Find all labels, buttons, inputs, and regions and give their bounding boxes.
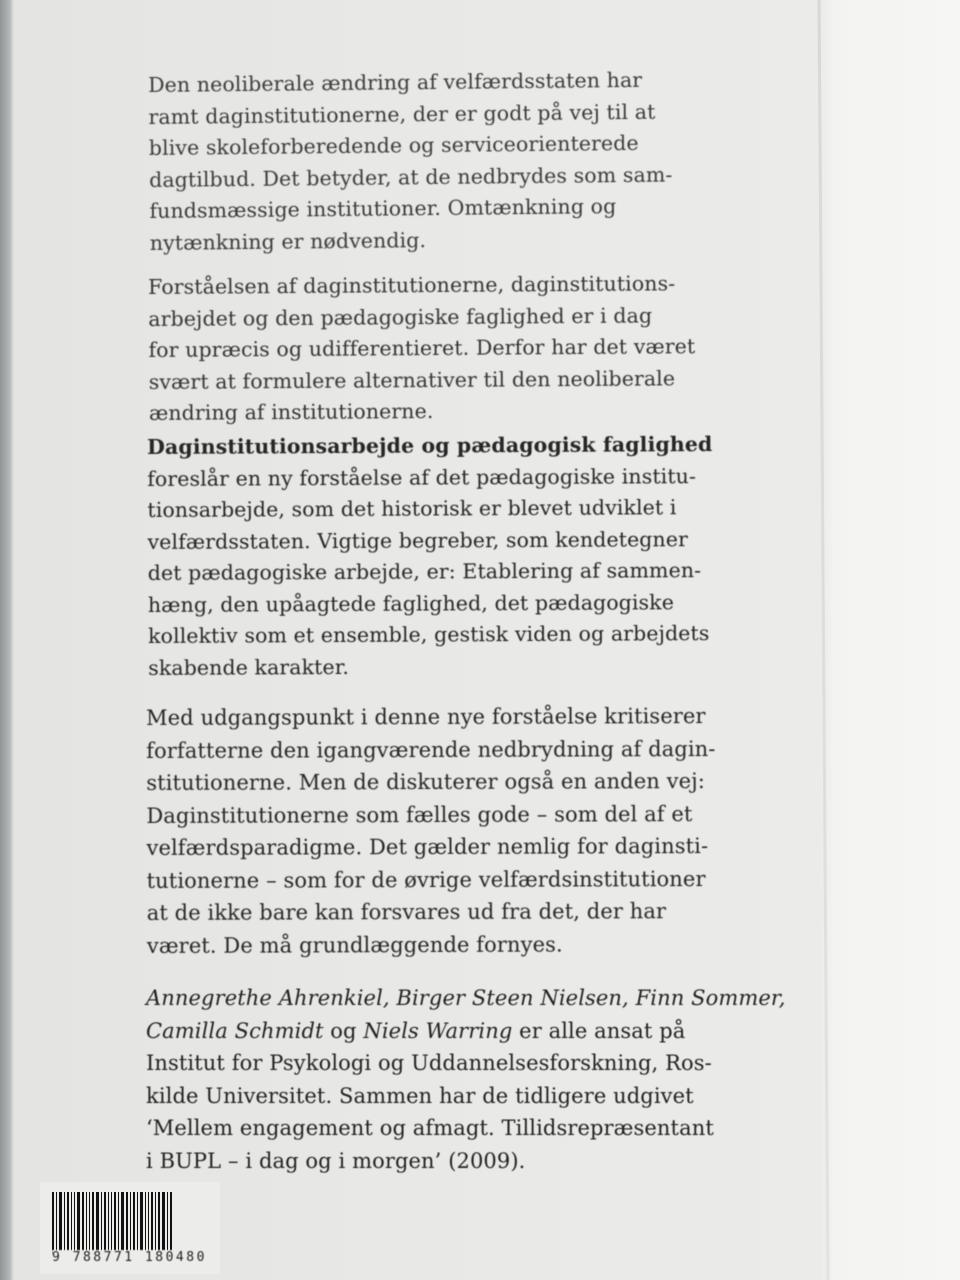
text-line: Den neoliberale ændring af velfærdsstaten har (148, 67, 643, 97)
barcode-bar (158, 1192, 160, 1254)
paragraph-critique (146, 700, 827, 962)
text-line: forfatterne den igangværende nedbrydning af dagin- (146, 736, 716, 763)
book-title: Daginstitutionsarbejde og pædagogisk faglighed (147, 432, 713, 459)
text-line: dagtilbud. Det betyder, at de nedbrydes som sam- (149, 162, 673, 192)
text-line: skabende karakter. (148, 654, 350, 680)
barcode-bar (114, 1192, 116, 1254)
barcode-bar (130, 1192, 131, 1254)
barcode-bar (74, 1192, 75, 1254)
paragraph-intro (148, 63, 830, 259)
barcode-bar (148, 1192, 149, 1254)
barcode-bar (64, 1192, 65, 1254)
author-name: Niels Warring (363, 1018, 513, 1043)
text-line: velfærdsstaten. Vigtige begreber, som kendetegner (147, 526, 688, 554)
barcode-bars (52, 1192, 207, 1254)
barcode-bar (155, 1192, 156, 1254)
text-line: for upræcis og udifferentieret. Derfor har det været (148, 334, 696, 362)
text-line: i BUPL – i dag og i morgen’ (2009). (146, 1148, 526, 1173)
text-line: ændring af institutionerne. (148, 399, 434, 425)
text-line: været. De må grundlæggende fornyes. (146, 932, 563, 958)
barcode-bar (89, 1192, 90, 1254)
barcode-bar (137, 1192, 138, 1254)
barcode-bar (96, 1192, 99, 1254)
barcode-bar (118, 1192, 119, 1254)
text-line: tutionerne – som for de øvrige velfærdsinstitutioner (146, 866, 706, 893)
barcode-bar (101, 1192, 102, 1254)
barcode-bar (92, 1192, 94, 1254)
text-line: stitutionerne. Men de diskuterer også en anden vej: (146, 769, 706, 795)
barcode-bar (162, 1192, 165, 1254)
text-line: kollektiv som et ensemble, gestisk viden og arbejdets (148, 621, 710, 648)
text-line: svært at formulere alternativer til den neoliberale (148, 365, 676, 394)
text-line: Institut for Psykologi og Uddannelsesforskning, Ros- (146, 1051, 712, 1075)
paragraph-book-description (147, 428, 828, 684)
barcode-number: 9 788771 180480 (52, 1250, 207, 1265)
text-line: velfærdsparadigme. Det gælder nemlig for daginsti- (146, 834, 709, 860)
barcode-bar (111, 1192, 112, 1254)
text-line: foreslår en ny forståelse af det pædagogiske institu- (147, 463, 697, 491)
conjunction: og (323, 1018, 364, 1043)
paragraph-understanding (148, 267, 829, 429)
text-line: at de ikke bare kan forsvares ud fra det, der har (146, 899, 667, 925)
text: er alle ansat på (512, 1018, 686, 1043)
text-line: arbejdet og den pædagogiske faglighed er i dag (148, 302, 653, 331)
barcode-bar (82, 1192, 84, 1254)
text-line: ramt daginstitutionerne, der er godt på vej til at (148, 99, 656, 129)
barcode-bar (56, 1192, 57, 1254)
barcode-bar (104, 1192, 106, 1254)
barcode (40, 1182, 220, 1274)
barcode-bar (86, 1192, 87, 1254)
book-description-lines (147, 460, 828, 684)
barcode-bar (126, 1192, 128, 1254)
barcode-bar (167, 1192, 168, 1254)
barcode-bar (71, 1192, 72, 1254)
paragraph-authors (146, 982, 826, 1177)
barcode-bar (59, 1192, 62, 1254)
barcode-bar (170, 1192, 172, 1254)
barcode-bar (133, 1192, 135, 1254)
authors-line: Annegrethe Ahrenkiel, Birger Steen Nielsen, Finn Sommer, (146, 986, 786, 1010)
text-line: Forståelsen af daginstitutionerne, daginstitutions- (148, 271, 676, 299)
barcode-bar (108, 1192, 109, 1254)
authors-line-2 (146, 1015, 826, 1048)
barcode-bar (145, 1192, 146, 1254)
text-line: Daginstitutionerne som fælles gode – som del af et (146, 801, 693, 828)
barcode-bar (77, 1192, 80, 1254)
text-line: kilde Universitet. Sammen har de tidligere udgivet (146, 1083, 694, 1108)
text-line: Med udgangspunkt i denne nye forståelse kritiserer (146, 704, 706, 730)
barcode-bar (52, 1192, 54, 1254)
barcode-bar (151, 1192, 153, 1254)
author-name: Camilla Schmidt (146, 1018, 324, 1043)
text-line: det pædagogiske arbejde, er: Etablering af sammen- (147, 558, 702, 585)
text-line: ‘Mellem engagement og afmagt. Tillidsrepræsentant (146, 1116, 714, 1140)
text-line: hæng, den upåagtede faglighed, det pædagogiske (147, 589, 675, 617)
barcode-bar (67, 1192, 69, 1254)
barcode-bar (121, 1192, 124, 1254)
barcode-bar (140, 1192, 143, 1254)
authors-affiliation-lines (146, 1047, 826, 1177)
text-line: nytænkning er nødvendig. (149, 227, 427, 255)
text-line: fundsmæssige institutioner. Omtænkning og (149, 194, 617, 223)
text-line: blive skoleforberedende og serviceorienterede (148, 130, 639, 160)
text-line: tionsarbejde, som det historisk er blevet udviklet i (147, 495, 677, 522)
